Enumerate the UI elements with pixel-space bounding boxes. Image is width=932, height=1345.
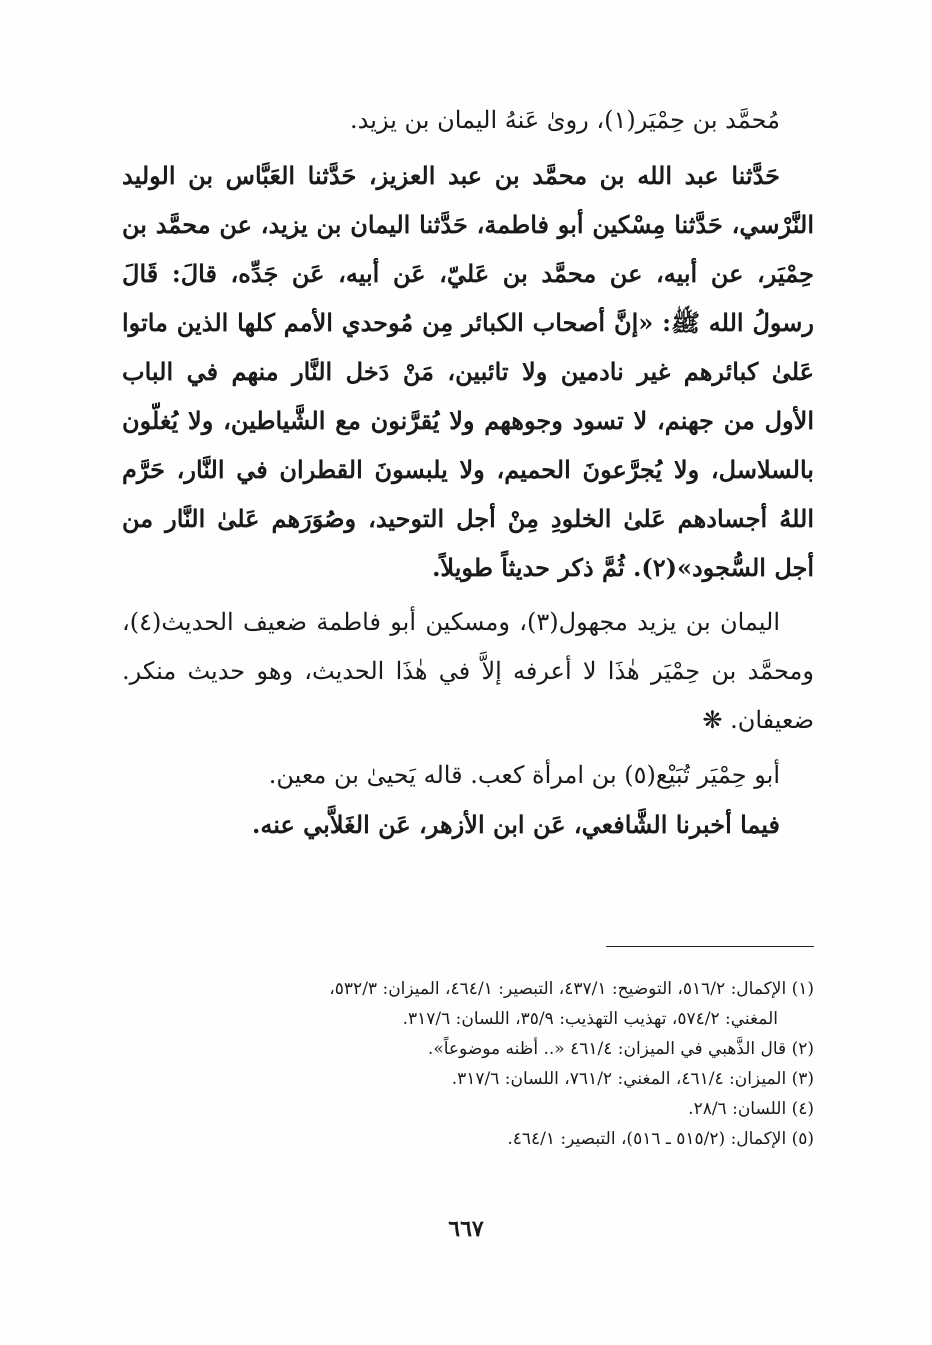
page-number: ٦٦٧ xyxy=(448,1216,484,1242)
entry-source-line: فيما أخبرنا الشَّافعي، عَن ابن الأزهر، عَن الغَلاَّبي عنه. xyxy=(252,810,780,839)
footnote-1: (١) الإكمال: ٥١٦/٢، التوضيح: ٤٣٧/١، التبصير: ٤٦٤/١، الميزان: ٥٣٢/٣، xyxy=(329,979,814,999)
narrator-verdict-paragraph: اليمان بن يزيد مجهول(٣)، ومسكين أبو فاطمة ضعيف الحديث(٤)، ومحمَّد بن حِمْيَر هٰذَا لا أعرفه إلاَّ في هٰذَا الحديث، وهو حديث منكر. ضعيفان. ❋ xyxy=(122,608,814,734)
main-text xyxy=(122,96,814,849)
hadith-isnad-paragraph: حَدَّثنا عبد الله بن محمَّد بن عبد العزيز، حَدَّثنا العَبَّاس بن الوليد النَّرْسي، حَدَّثنا مِسْكين أبو فاطمة، حَدَّثنا اليمان بن يزيد، عن محمَّد بن حِمْيَر، عن أبيه، عن محمَّد بن عَليّ، عَن أبيه، عَن جَدِّه، قالَ: قَالَ رسولُ الله ﷺ: «إنَّ أصحاب الكبائر مِن مُوحدي الأمم كلها الذين ماتوا عَلىٰ كبائرهم غير نادمين ولا تائبين، مَنْ دَخل النَّار منهم في الباب الأول من جهنم، لا تسود وجوههم ولا يُقرَّنون مع الشَّياطين، ولا يُغلّون بالسلاسل، ولا يُجرَّعونَ الحميم، ولا يلبسونَ القطران في النَّار، حَرَّم اللهُ أجسادهم عَلىٰ الخلودِ مِنْ أجل التوحيد، وصُوَرَهم عَلىٰ النَّار من أجل السُّجود»(٢). ثُمَّ ذكر حديثاً طويلاً. xyxy=(122,161,814,582)
entry-heading-muhammad-ibn-himyar: مُحمَّد بن حِمْيَر(١)، روىٰ عَنهُ اليمان بن يزيد. xyxy=(350,106,780,134)
footnote-3: (٣) الميزان: ٤٦١/٤، المغني: ٧٦١/٢، اللسان: ٣١٧/٦. xyxy=(451,1069,814,1089)
footnote-1-continuation: المغني: ٥٧٤/٢، تهذيب التهذيب: ٣٥/٩، اللسان: ٣١٧/٦. xyxy=(402,1009,778,1029)
footnote-4: (٤) اللسان: ٢٨/٦. xyxy=(688,1099,814,1119)
footnote-2: (٢) قال الذَّهبي في الميزان: ٤٦١/٤ «.. أظنه موضوعاً». xyxy=(427,1039,814,1059)
entry-heading-abu-himyar: أبو حِمْيَر تُبَيْع(٥) بن امرأة كعب. قاله يَحيىٰ بن معين. xyxy=(268,761,780,789)
footnote-separator xyxy=(606,946,814,947)
footnotes xyxy=(122,974,814,1154)
footnote-5: (٥) الإكمال: (٥١٥/٢ ـ ٥١٦)، التبصير: ٤٦٤/١. xyxy=(507,1129,814,1149)
